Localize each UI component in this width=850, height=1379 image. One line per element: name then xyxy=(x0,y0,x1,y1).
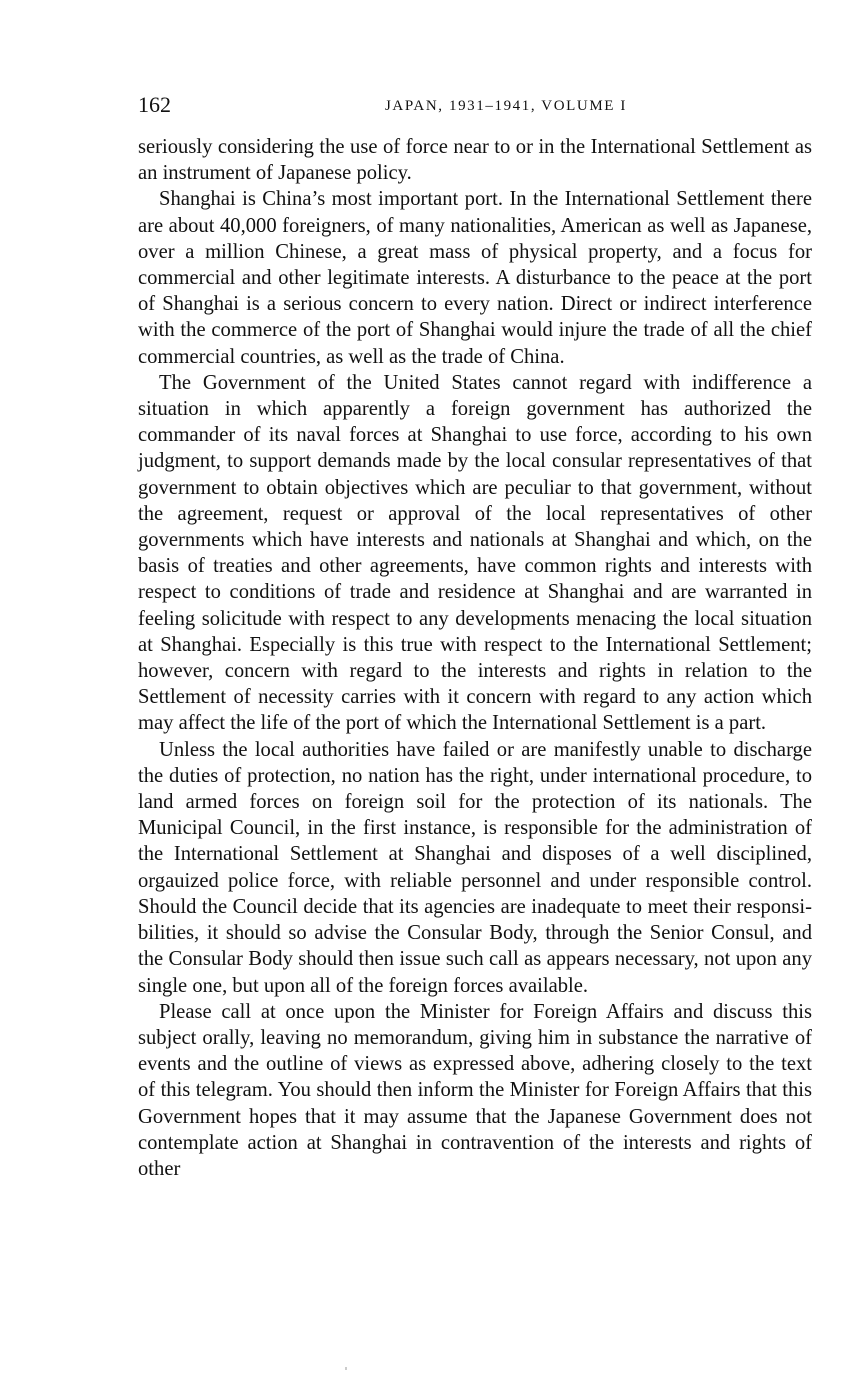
running-head-title: JAPAN, 1931–1941, VOLUME I xyxy=(384,98,628,114)
running-head xyxy=(138,90,814,120)
paragraph-continuation: seriously considering the use of force near to or in the International Settlement as an instrument of Japanese policy. xyxy=(138,136,812,185)
paragraph-instructions: Please call at once upon the Minister for Foreign Affairs and discuss this subject orally, leaving no memorandum, giving him in substance the narrative of events and the outline of views as expressed above, adhering closely to the text of this telegram. You should then inform the Minister for Foreign Affairs that this Government hopes that it may assume that the Japanese Government does not contemplate action at Shanghai in contravention of the interests and rights of other xyxy=(138,1000,812,1180)
paragraph-local-authorities: Unless the local authorities have failed or are manifestly unable to discharge the duties of protection, no nation has the right, under international procedure, to land armed forces on foreign soil for the protection of its nationals. The Municipal Council, in the first instance, is responsible for the administration of the International Settlement at Shanghai and disposes of a well disciplined, orgauized police force, with reliable personnel and under responsible control. Should the Council decide that its agencies are inadequate to meet their responsibilities, it should so advise the Consular Body, through the Senior Consul, and the Consular Body should then issue such call as appears necessary, not upon any single one, but upon all of the foreign forces available. xyxy=(138,738,812,997)
paragraph-us-government-position: The Government of the United States cannot regard with indifference a situation in which apparently a foreign government has authorized the commander of its naval forces at Shanghai to use force, according to his own judgment, to support demands made by the local consular representatives of that government to obtain objectives which are peculiar to that government, without the agreement, request or approval of the local representatives of other governments which have interests and nationals at Shanghai and which, on the basis of treaties and other agreements, have common rights and interests with respect to conditions of trade and residence at Shanghai and are warranted in feeling solicitude with respect to any developments menacing the local situation at Shanghai. Especially is this true with respect to the International Settlement; however, concern with regard to the interests and rights in relation to the Settlement of necessity carries with it concern with regard to any action which may affect the life of the port of which the International Settlement is a part. xyxy=(138,371,812,735)
scan-speck xyxy=(345,1367,347,1370)
body-text xyxy=(138,134,812,1182)
page-number: 162 xyxy=(138,92,171,117)
paragraph-shanghai-port: Shanghai is China’s most important port. In the International Settlement there are about 40,000 foreigners, of many nationalities, American as well as Japanese, over a million Chinese, a great mass of physical property, and a focus for commercial and other legitimate interests. A disturbance to the peace at the port of Shanghai is a serious concern to every nation. Direct or indirect interference with the commerce of the port of Shanghai would injure the trade of all the chief commercial countries, as well as the trade of China. xyxy=(138,188,812,368)
